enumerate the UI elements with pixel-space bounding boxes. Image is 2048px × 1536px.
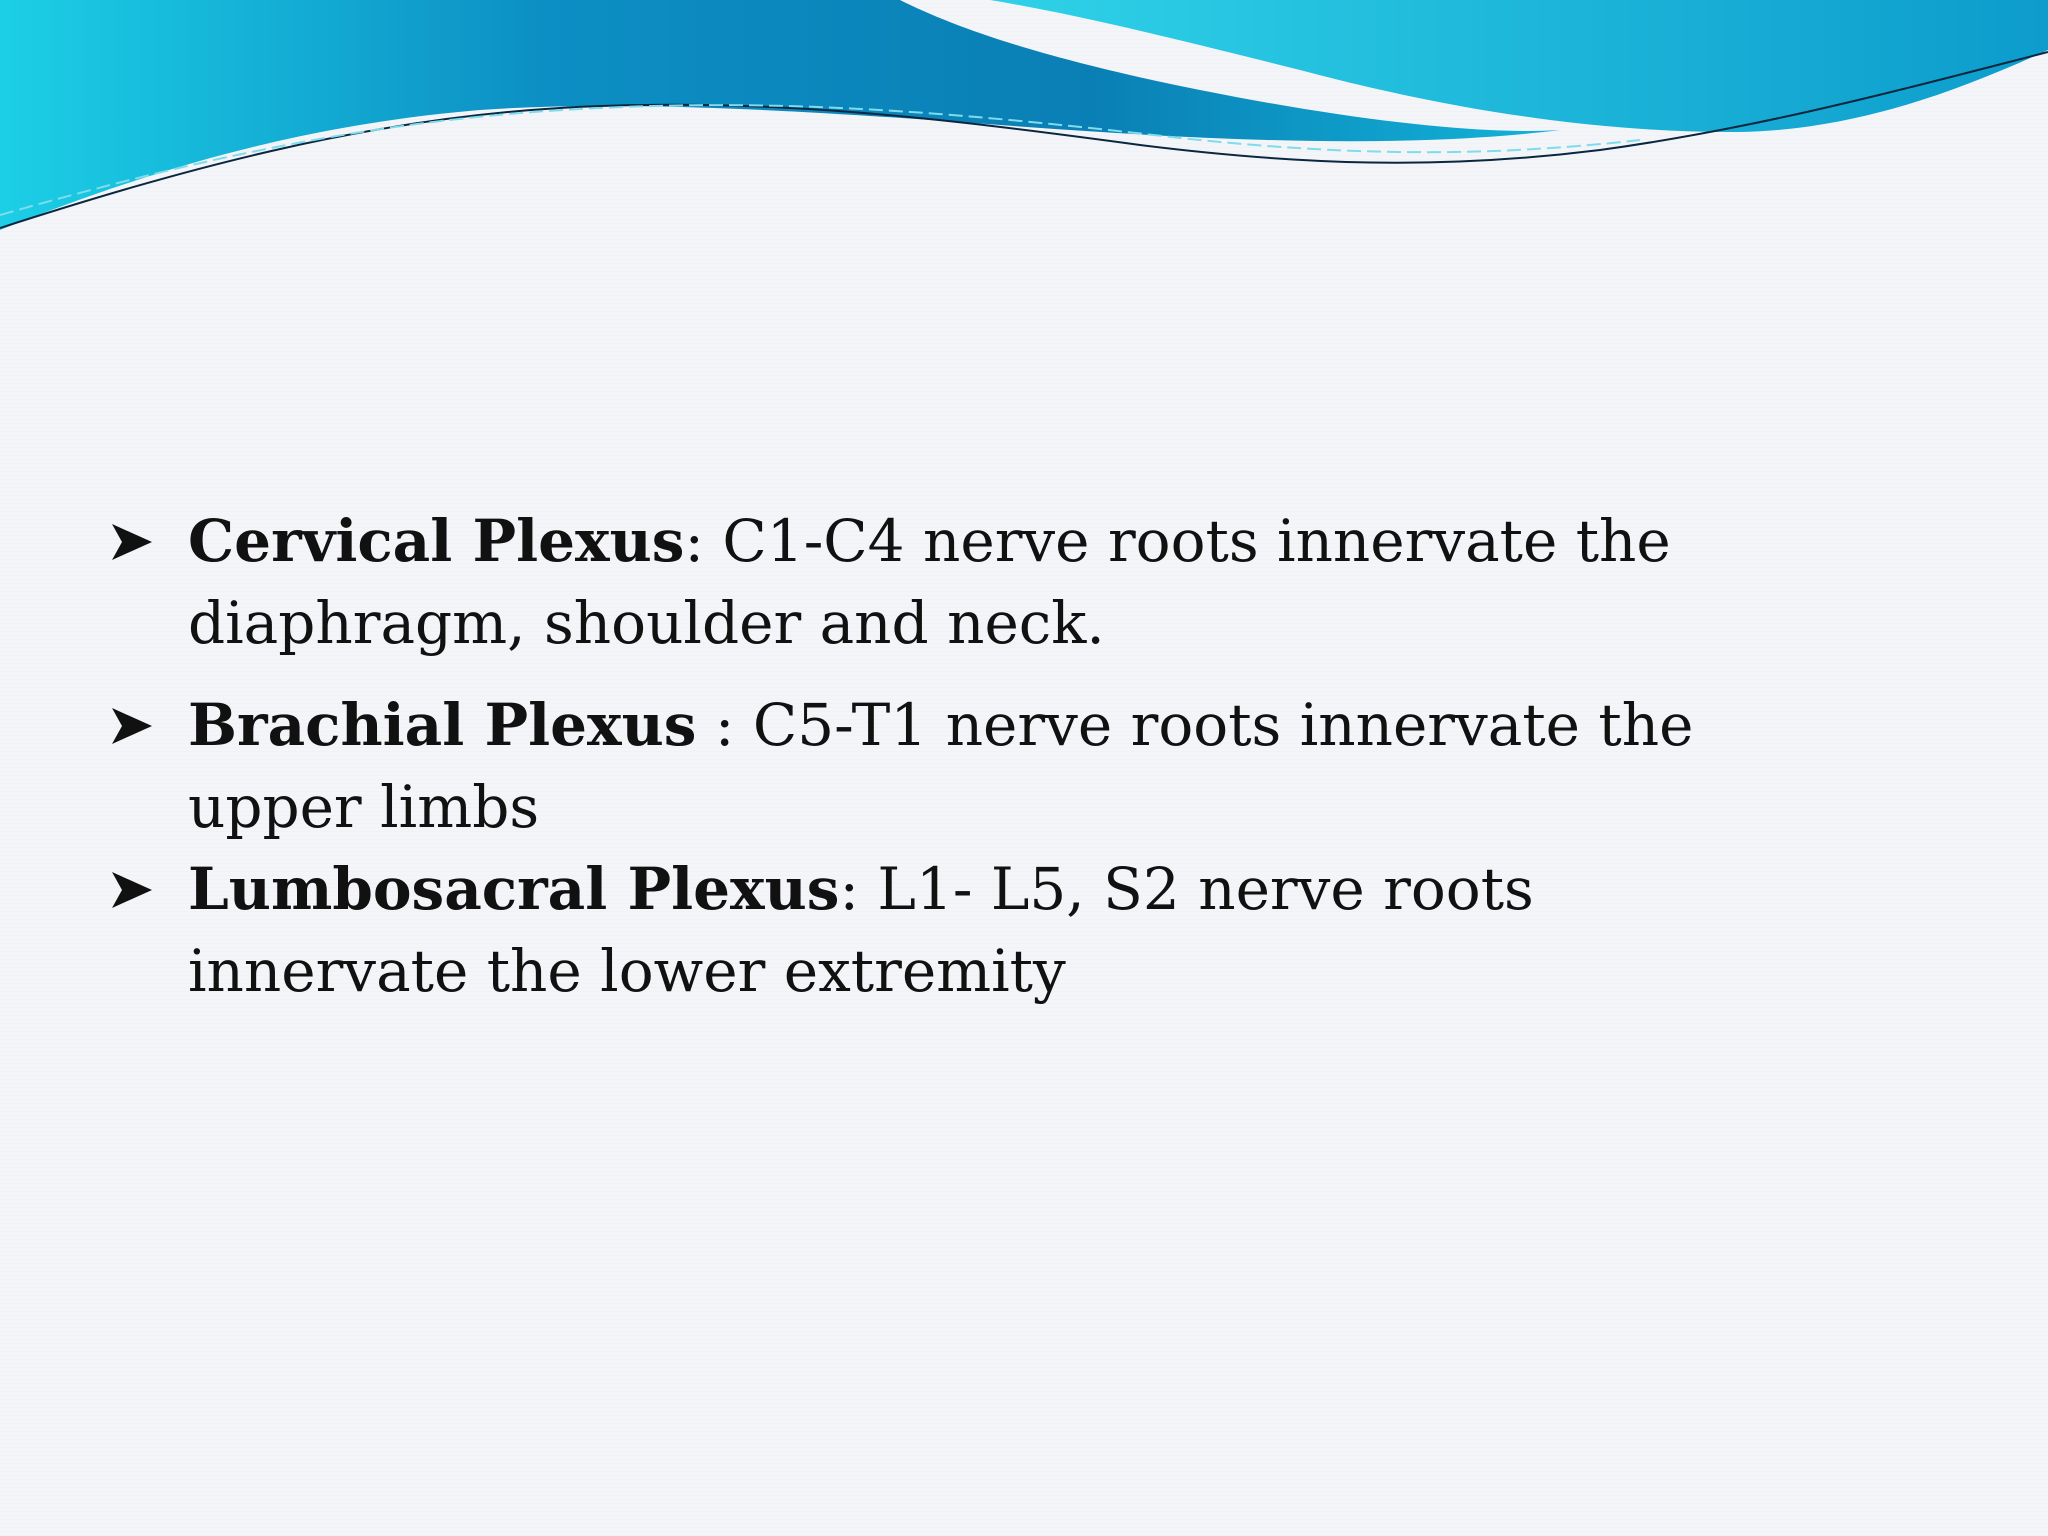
bullet-item-brachial [110,684,1730,848]
bullet-item-lumbosacral [110,848,1730,1012]
arrowhead-bullet-icon [110,706,154,746]
bullet-text: L1- L5, S2 nerve roots innervate the lower extremity [188,855,1534,1005]
bullet-text: C1-C4 nerve roots innervate the diaphragm, shoulder and neck. [188,507,1671,657]
bullet-text: C5-T1 nerve roots innervate the upper limbs [188,691,1694,841]
slide-content [110,500,1730,1032]
bullet-item-cervical [110,500,1730,664]
arrowhead-bullet-icon [110,522,154,562]
bullet-separator: : [839,855,878,923]
bullet-list [110,500,1730,1012]
bullet-term: Lumbosacral Plexus [188,855,840,923]
bullet-separator: : [684,507,723,575]
bullet-separator: : [696,691,753,759]
bullet-term: Cervical Plexus [188,507,685,575]
header-wave-decoration [0,0,2048,240]
arrowhead-bullet-icon [110,870,154,910]
bullet-term: Brachial Plexus [188,691,697,759]
